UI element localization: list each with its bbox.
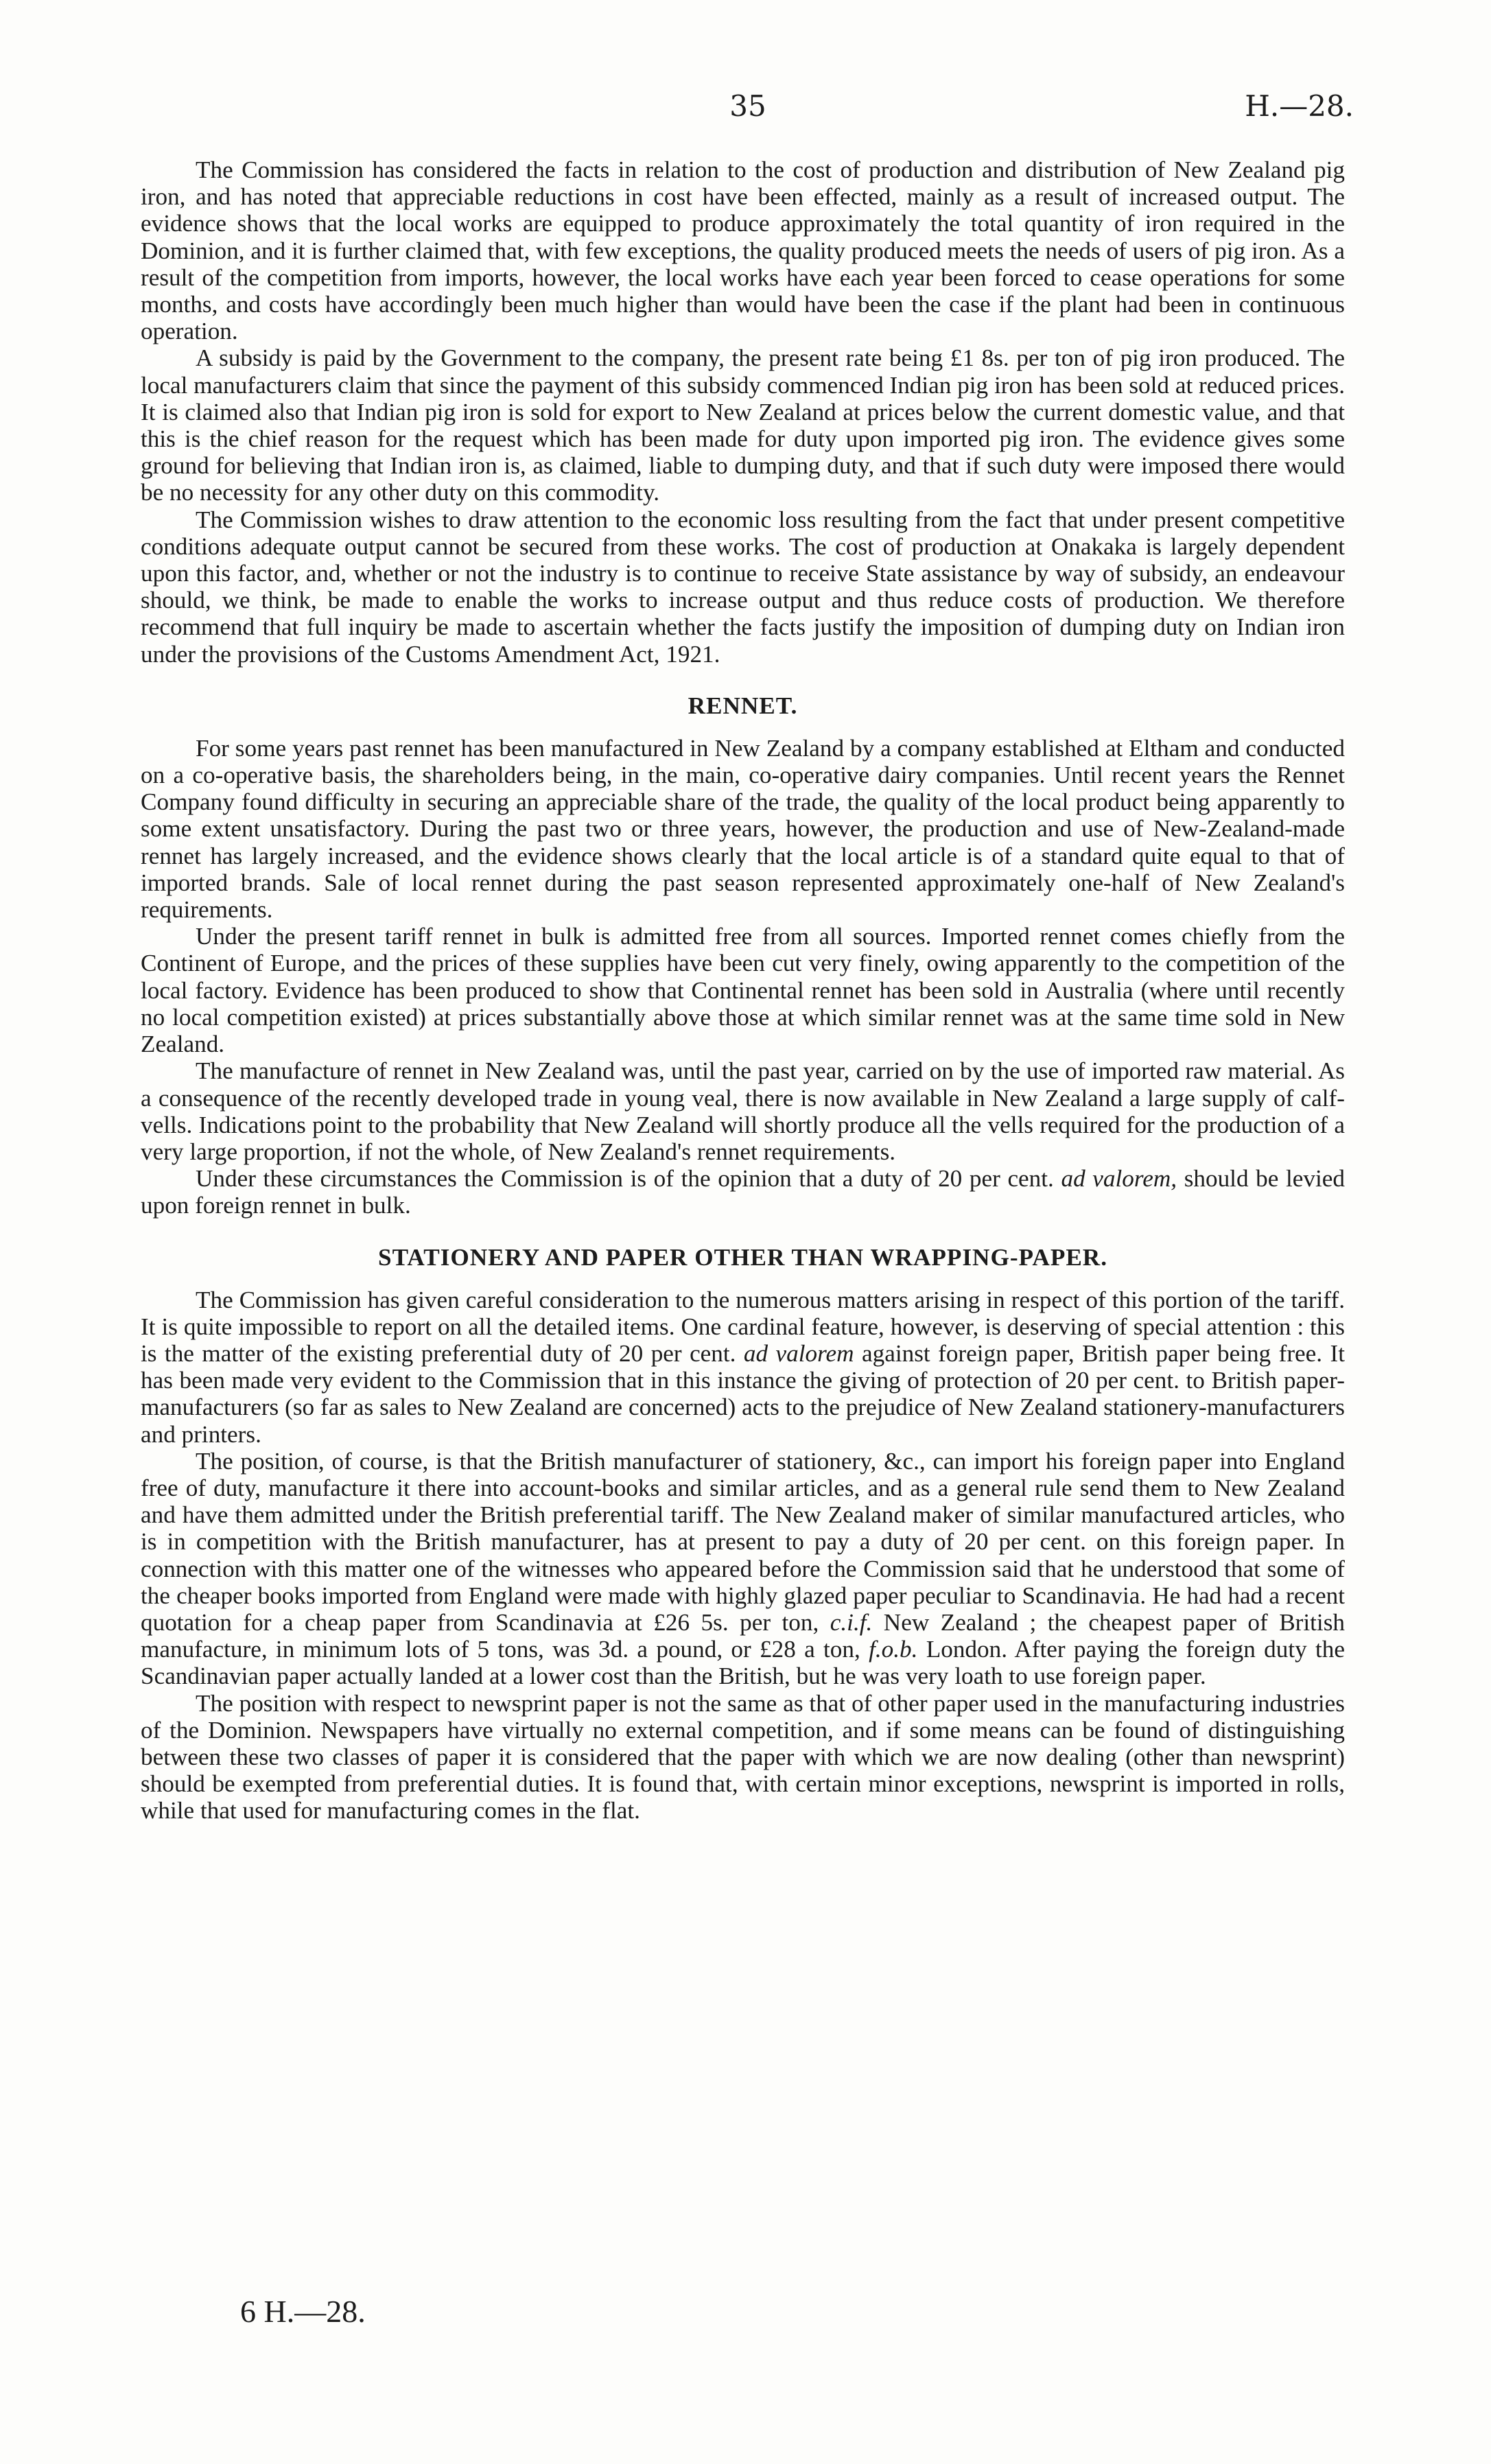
rennet-paragraph-2: Under the present tariff rennet in bulk is admitted free from all sources. Imported rennet comes chiefly from the Continent of Europe, and the prices of these supplies have been cut very finely, owing apparently to the competition of the local factory. Evidence has been produced to show that Continental rennet has been sold in Australia (where until recently no local competition existed) at prices substantially above those at which similar rennet was at the same time sold in New Zealand.	[141, 923, 1345, 1058]
pig-iron-paragraph-2: A subsidy is paid by the Government to the company, the present rate being £1 8s. per ton of pig iron produced. The local manufacturers claim that since the payment of this subsidy commenced Indian pig iron has been sold at reduced prices. It is claimed also that Indian pig iron is sold for export to New Zealand at prices below the current domestic value, and that this is the chief reason for the request which has been made for duty upon imported pig iron. The evidence gives some ground for believing that Indian iron is, as claimed, liable to dumping duty, and that if such duty were imposed there would be no necessity for any other duty on this commodity.	[141, 344, 1345, 506]
stationery-p1-text-a: The Commission has given careful consideration to the numerous matters arising in respect of this portion of the tariff. It is quite impossible to report on all the detailed items. One cardinal feature, however, is deserving of special attention : this is the matter of the existing preferential duty of 20 per cent.	[141, 1286, 1345, 1367]
pig-iron-paragraph-3: The Commission wishes to draw attention to the economic loss resulting from the fact that under present competitive conditions adequate output cannot be secured from these works. The cost of production at Onakaka is largely dependent upon this factor, and, whether or not the industry is to continue to receive State assistance by way of subsidy, an endeavour should, we think, be made to enable the works to increase output and thus reduce costs of production. We therefore recommend that full inquiry be made to ascertain whether the facts justify the imposition of dumping duty on Indian iron under the provisions of the Customs Amendment Act, 1921.	[141, 506, 1345, 668]
stationery-p2-italic-cif: c.i.f.	[830, 1608, 873, 1636]
stationery-p1-text-b: against foreign paper, British paper being free. It has been made very evident to the Commission that in this instance the giving of protection of 20 per cent. to British paper-manufacturers (so far as sales to New Zealand are concerned) acts to the prejudice of New Zealand stationery-manufacturers and printers.	[141, 1339, 1346, 1448]
stationery-paragraph-2	[141, 1448, 1345, 1690]
report-code: H.—28.	[1245, 89, 1354, 123]
page-number: 35	[729, 89, 766, 123]
stationery-p1-italic: ad valorem	[743, 1339, 854, 1367]
stationery-paragraph-3: The position with respect to newsprint paper is not the same as that of other paper used in the manufacturing industries of the Dominion. Newspapers have virtually no external competition, and if some means can be found of distinguishing between these two classes of paper it is considered that the paper with which we are now dealing (other than newsprint) should be exempted from preferential duties. It is found that, with certain minor exceptions, newsprint is imported in rolls, while that used for manufacturing comes in the flat.	[141, 1689, 1345, 1824]
signature-code: 6 H.—28.	[240, 2294, 366, 2329]
stationery-p2-text-b: New Zealand ; the cheapest paper of British manufacture, in minimum lots of 5 tons, was 3d. a pound, or £28 a ton,	[141, 1608, 1346, 1663]
rennet-paragraph-4	[141, 1165, 1345, 1219]
rennet-paragraph-3: The manufacture of rennet in New Zealand was, until the past year, carried on by the use of imported raw material. As a consequence of the recently developed trade in young veal, there is now available in New Zealand a large supply of calf-vells. Indications point to the probability that New Zealand will shortly produce all the vells required for the production of a very large proportion, if not the whole, of New Zealand's rennet requirements.	[141, 1057, 1345, 1165]
rennet-p4-italic: ad valorem,	[1061, 1165, 1177, 1193]
rennet-paragraph-1: For some years past rennet has been manufactured in New Zealand by a company established at Eltham and conducted on a co-operative basis, the shareholders being, in the main, co-operative dairy companies. Until recent years the Rennet Company found difficulty in securing an appreciable share of the trade, the quality of the local product being apparently to some extent unsatisfactory. During the past two or three years, however, the production and use of New-Zealand-made rennet has largely increased, and the evidence shows clearly that the local article is of a standard quite equal to that of imported brands. Sale of local rennet during the past season represented approximately one-half of New Zealand's requirements.	[141, 734, 1345, 924]
stationery-p2-text-a: The position, of course, is that the British manufacturer of stationery, &c., can import his foreign paper into England free of duty, manufacture it there into account-books and similar articles, and as a general rule send them to New Zealand and have them admitted under the British preferential tariff. The New Zealand maker of similar manufactured articles, who is in competition with the British manufacturer, has at present to pay a duty of 20 per cent. on this foreign paper. In connection with this matter one of the witnesses who appeared before the Commission said that he understood that some of the cheaper books imported from England were made with highly glazed paper peculiar to Scandinavia. He had had a recent quotation for a cheap paper from Scandinavia at £26 5s. per ton,	[141, 1447, 1345, 1636]
stationery-heading: STATIONERY AND PAPER OTHER THAN WRAPPING-PAPER.	[378, 1243, 1107, 1271]
document-body	[141, 156, 1345, 1824]
stationery-paragraph-1	[141, 1287, 1345, 1448]
rennet-p4-text-b: should be levied upon foreign rennet in bulk.	[141, 1165, 1345, 1219]
stationery-p2-text-c: London. After paying the foreign duty the Scandinavian paper actually landed at a lower cost than the British, but he was very loath to use foreign paper.	[141, 1636, 1345, 1690]
rennet-p4-text-a: Under these circumstances the Commission is of the opinion that a duty of 20 per cent.	[196, 1165, 1061, 1193]
stationery-p2-italic-fob: f.o.b.	[869, 1636, 918, 1663]
pig-iron-paragraph-1: The Commission has considered the facts in relation to the cost of production and distribution of New Zealand pig iron, and has noted that appreciable reductions in cost have been effected, mainly as a result of increased output. The evidence shows that the local works are equipped to produce approximately the total quantity of iron required in the Dominion, and it is further claimed that, with few exceptions, the quality produced meets the needs of users of pig iron. As a result of the competition from imports, however, the local works have each year been forced to cease operations for some months, and costs have accordingly been much higher than would have been the case if the plant had been in continuous operation.	[141, 156, 1345, 345]
rennet-heading: RENNET.	[688, 692, 798, 719]
